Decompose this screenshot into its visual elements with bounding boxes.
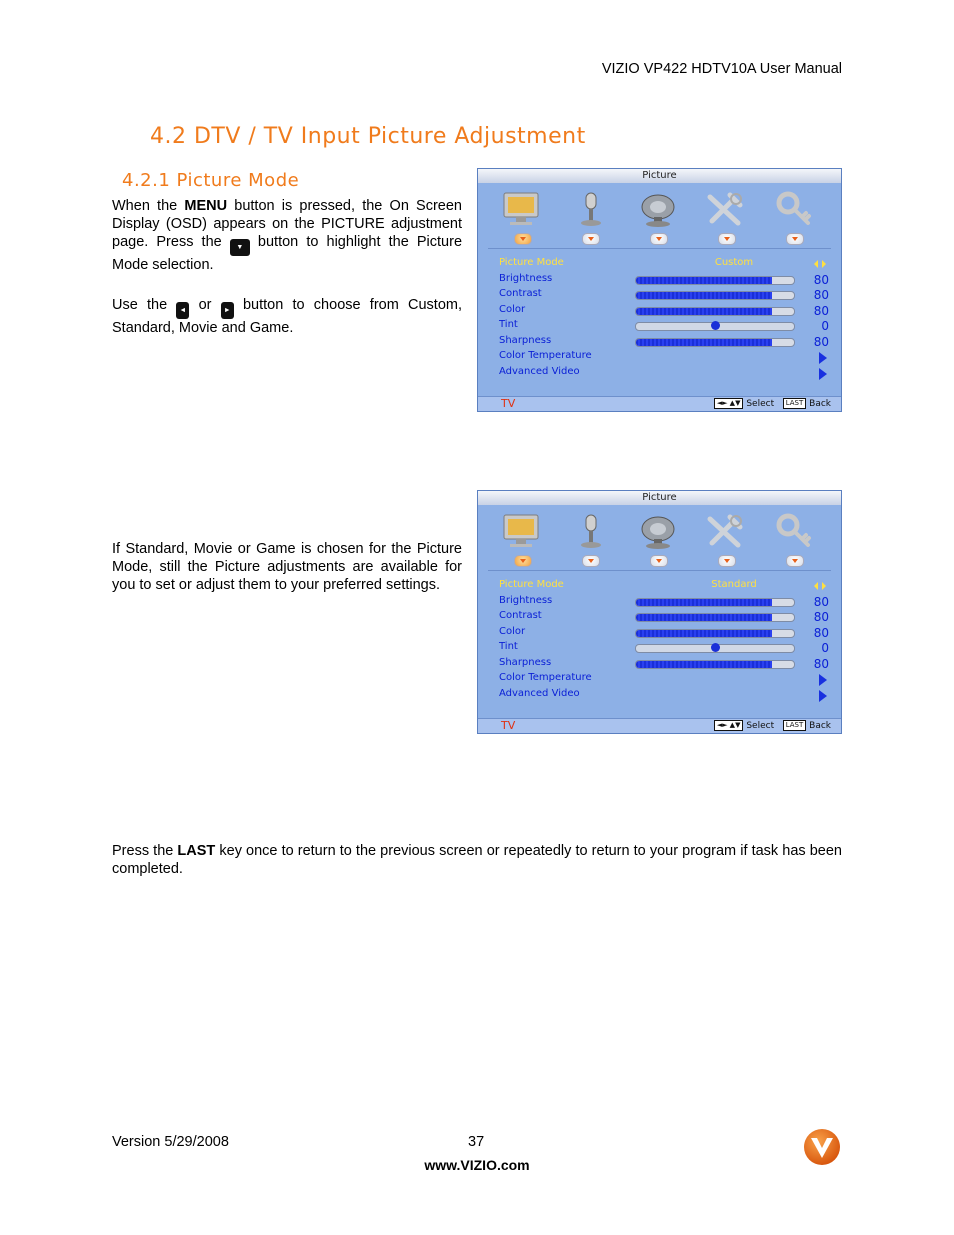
level-bar[interactable] [635, 629, 795, 638]
osd-row-submenu[interactable]: Color Temperature [499, 672, 829, 687]
down-arrow-button-icon: ▼ [230, 239, 250, 256]
level-bar[interactable] [635, 307, 795, 316]
osd-row-picture-mode[interactable]: Picture Mode Standard [499, 579, 829, 594]
level-bar[interactable] [635, 660, 795, 669]
osd-row-setting[interactable]: Brightness 80 [499, 272, 829, 287]
osd-row-submenu[interactable]: Advanced Video [499, 688, 829, 703]
osd-row-setting[interactable]: Color 80 [499, 625, 829, 640]
left-right-arrows-icon [814, 581, 826, 591]
osd-row-setting[interactable]: Sharpness 80 [499, 334, 829, 349]
subsection-title: 4.2.1 Picture Mode [122, 170, 300, 191]
paragraph-choose-mode: Use the ◄ or ► button to choose from Custom, Standard, Movie and Game. [112, 297, 462, 336]
tint-slider[interactable] [635, 644, 795, 653]
input-source: TV [501, 397, 516, 410]
slider-knob[interactable] [711, 643, 720, 652]
left-arrow-button-icon: ◄ [176, 302, 189, 319]
menu-down-arrow-icon [650, 555, 668, 567]
menu-down-arrow-icon [718, 555, 736, 567]
level-bar[interactable] [635, 338, 795, 347]
paragraph-menu-intro: When the MENU button is pressed, the On Screen Display (OSD) appears on the PICTURE adjustment page. Press the ▼ button to highlight the Picture Mode selection. [112, 198, 463, 273]
level-bar[interactable] [635, 291, 795, 300]
slider-knob[interactable] [711, 321, 720, 330]
menu-down-arrow-icon [582, 233, 600, 245]
menu-down-arrow-icon [514, 555, 532, 567]
nav-keys-icon: ◄► ▲▼ [714, 398, 744, 409]
nav-keys-icon: ◄► ▲▼ [714, 720, 744, 731]
osd-row-submenu[interactable]: Advanced Video [499, 366, 829, 381]
paragraph-last-key: Press the LAST key once to return to the previous screen or repeatedly to return to your program if task has been completed. [112, 843, 843, 877]
menu-down-arrow-icon [786, 233, 804, 245]
last-key-icon: LAST [783, 398, 807, 409]
manual-title: VIZIO VP422 HDTV10A User Manual [601, 61, 842, 77]
picture-mode-value: Custom [714, 257, 754, 268]
submenu-arrow-icon [819, 368, 827, 380]
osd-row-setting[interactable]: Brightness 80 [499, 594, 829, 609]
osd-menu-icons [492, 511, 827, 567]
audio-microphone-icon[interactable] [568, 189, 612, 229]
tint-slider[interactable] [635, 322, 795, 331]
osd-row-setting[interactable]: Contrast 80 [499, 610, 829, 624]
level-bar[interactable] [635, 598, 795, 607]
parental-key-icon[interactable] [772, 511, 816, 551]
osd-screenshot-standard [477, 490, 842, 734]
tv-satellite-icon[interactable] [636, 189, 680, 229]
input-source: TV [501, 719, 516, 732]
submenu-arrow-icon [819, 674, 827, 686]
audio-microphone-icon[interactable] [568, 511, 612, 551]
menu-key-label: MENU [184, 198, 228, 214]
left-right-arrows-icon [814, 259, 826, 269]
osd-legend: ◄► ▲▼ Select LAST Back [714, 720, 831, 732]
setup-tools-icon[interactable] [704, 189, 748, 229]
osd-row-setting[interactable]: Tint 0 [499, 319, 829, 333]
picture-tv-icon[interactable] [500, 189, 544, 229]
picture-tv-icon[interactable] [500, 511, 544, 551]
paragraph-adjust-settings: If Standard, Movie or Game is chosen for the Picture Mode, still the Picture adjustments are available for you to set or adjust them to your preferred settings. [112, 541, 462, 593]
right-arrow-button-icon: ► [221, 302, 234, 319]
osd-screenshot-custom [477, 168, 842, 412]
setup-tools-icon[interactable] [704, 511, 748, 551]
osd-menu-icons [492, 189, 827, 245]
website-url: www.VIZIO.com [424, 1157, 530, 1173]
last-key-icon: LAST [783, 720, 807, 731]
menu-down-arrow-icon [786, 555, 804, 567]
last-key-label: LAST [177, 843, 216, 859]
osd-row-setting[interactable]: Color 80 [499, 303, 829, 318]
section-title: 4.2 DTV / TV Input Picture Adjustment [150, 124, 586, 149]
menu-down-arrow-icon [718, 233, 736, 245]
version-text: Version 5/29/2008 [112, 1134, 229, 1150]
osd-row-submenu[interactable]: Color Temperature [499, 350, 829, 365]
osd-title: Picture [478, 169, 841, 183]
menu-down-arrow-icon [514, 233, 532, 245]
level-bar[interactable] [635, 276, 795, 285]
osd-row-setting[interactable]: Contrast 80 [499, 288, 829, 302]
page-number: 37 [468, 1134, 485, 1150]
vizio-logo-icon [802, 1128, 842, 1166]
osd-title: Picture [478, 491, 841, 505]
level-bar[interactable] [635, 613, 795, 622]
osd-row-setting[interactable]: Sharpness 80 [499, 656, 829, 671]
parental-key-icon[interactable] [772, 189, 816, 229]
osd-row-picture-mode[interactable]: Picture Mode Custom [499, 257, 829, 272]
submenu-arrow-icon [819, 690, 827, 702]
tv-satellite-icon[interactable] [636, 511, 680, 551]
submenu-arrow-icon [819, 352, 827, 364]
osd-footer [478, 396, 841, 411]
menu-down-arrow-icon [650, 233, 668, 245]
osd-footer [478, 718, 841, 733]
osd-legend: ◄► ▲▼ Select LAST Back [714, 398, 831, 410]
osd-row-setting[interactable]: Tint 0 [499, 641, 829, 655]
picture-mode-value: Standard [711, 579, 757, 590]
menu-down-arrow-icon [582, 555, 600, 567]
